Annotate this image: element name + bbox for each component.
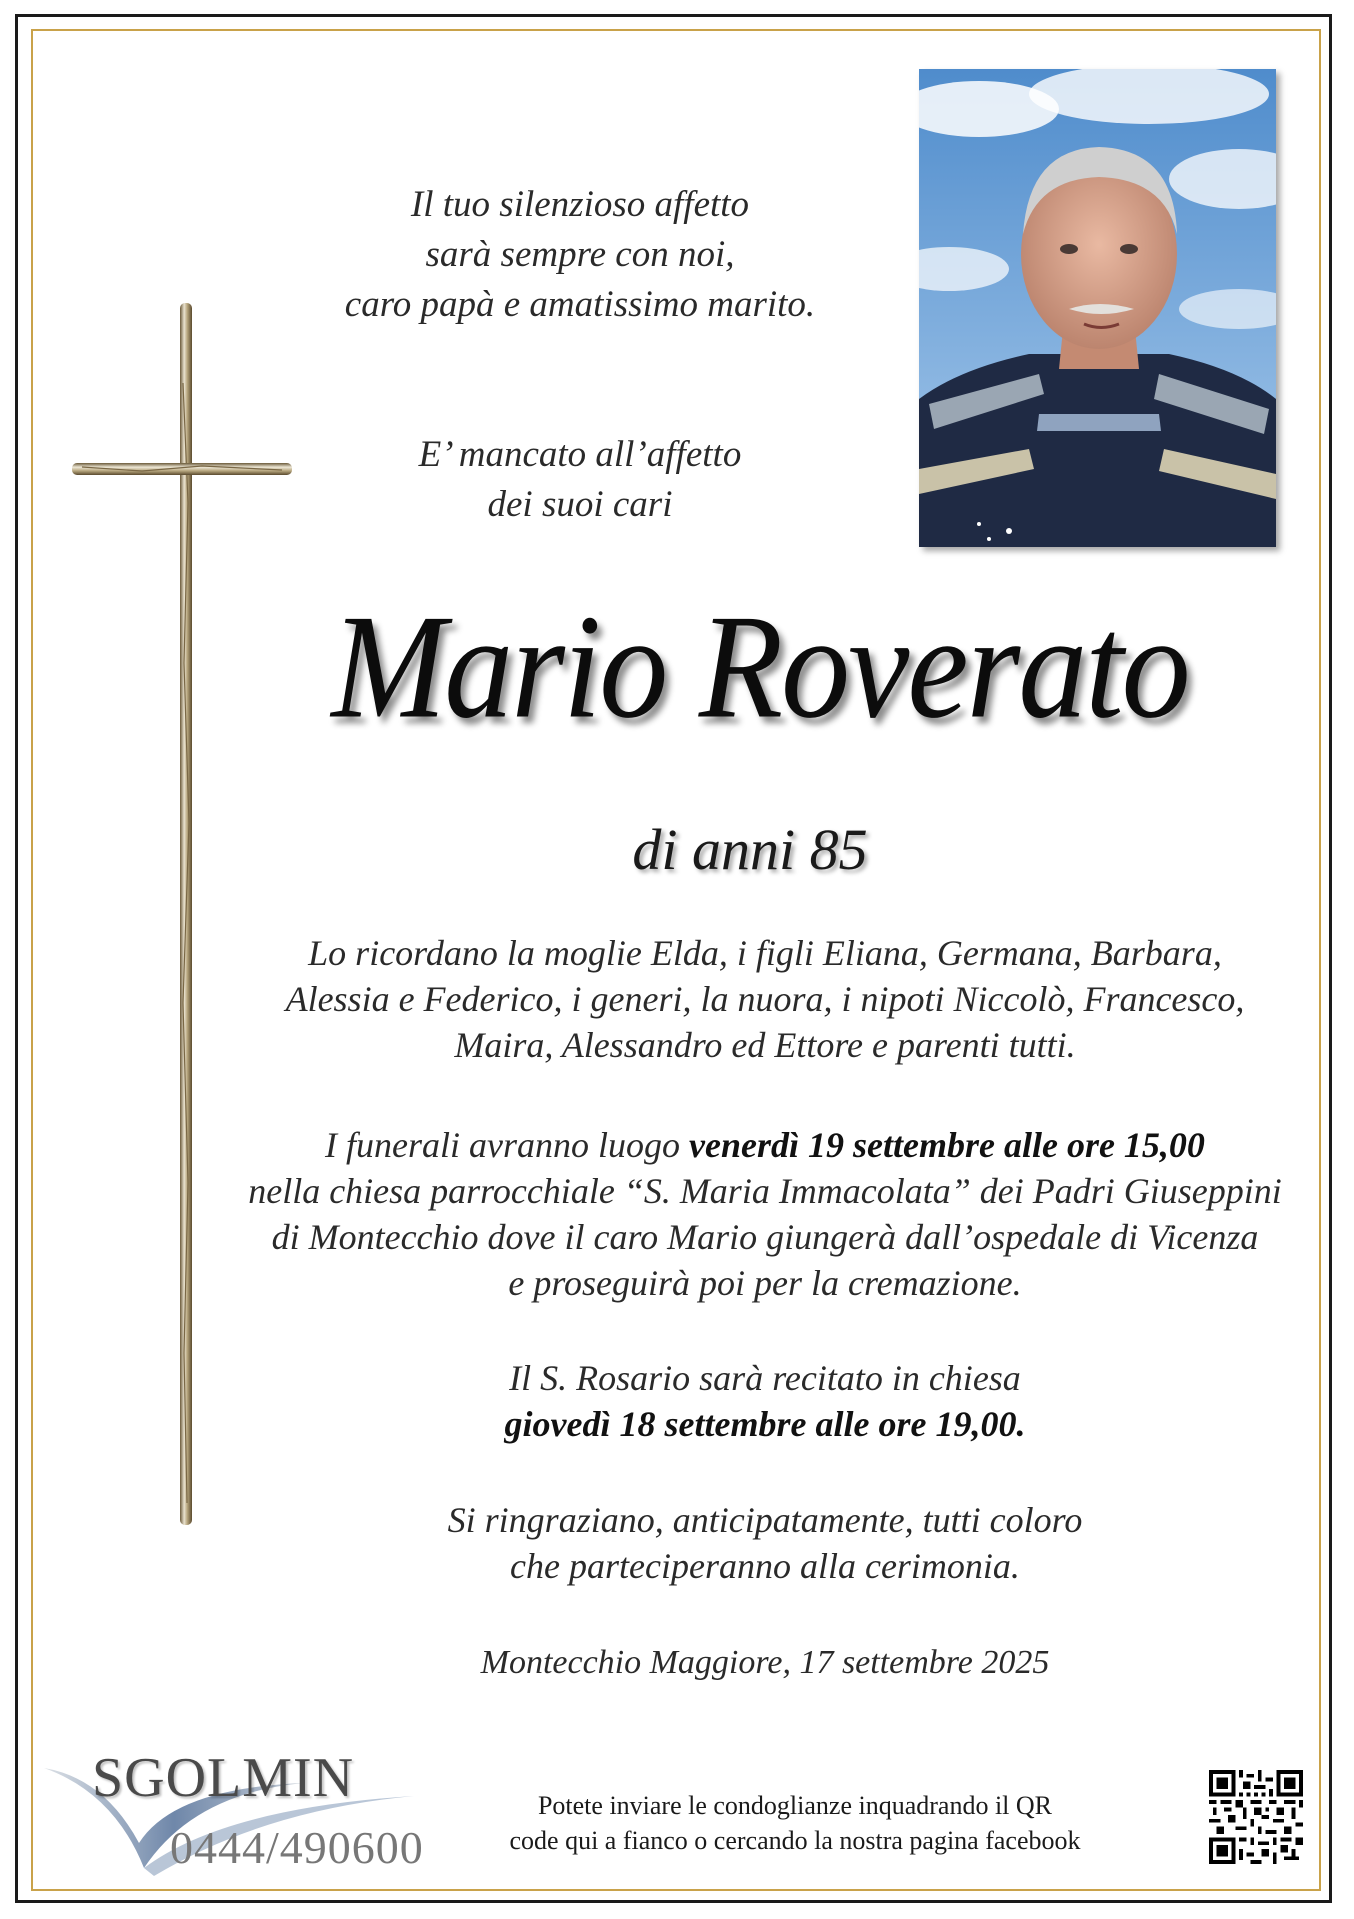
rosary-date: giovedì 18 settembre alle ore 19,00.	[504, 1404, 1026, 1444]
opening-line: caro papà e amatissimo marito.	[344, 284, 816, 325]
condolences-line: Potete inviare le condoglianze inquadrando il QR	[537, 1791, 1053, 1820]
opening-line: Il tuo silenzioso affetto	[410, 184, 750, 225]
deceased-age: di anni 85	[632, 817, 868, 882]
opening-verse	[250, 180, 910, 330]
funeral-info	[190, 1122, 1340, 1306]
opening-line: sarà sempre con noi,	[425, 234, 735, 275]
condolences-line: code qui a fianco o cercando la nostra pagina facebook	[509, 1826, 1081, 1855]
funeral-prefix: I funerali avranno luogo	[325, 1125, 690, 1165]
passing-line: E’ mancato all’affetto	[418, 434, 742, 475]
thanks-line: Si ringraziano, anticipatamente, tutti coloro	[447, 1500, 1083, 1540]
agency-name: SGOLMIN	[92, 1747, 355, 1809]
funeral-line	[190, 1122, 1340, 1168]
passing-line: dei suoi cari	[487, 484, 673, 525]
dateline: Montecchio Maggiore, 17 settembre 2025	[480, 1644, 1050, 1681]
condolences-note	[455, 1788, 1135, 1858]
funeral-line: e proseguirà poi per la cremazione.	[508, 1263, 1022, 1303]
survivors-text	[190, 930, 1340, 1068]
thanks-text	[190, 1497, 1340, 1589]
qr-code-icon[interactable]	[1209, 1770, 1303, 1864]
funeral-line: nella chiesa parrocchiale “S. Maria Immacolata” dei Padri Giuseppini	[248, 1171, 1282, 1211]
survivors-line: Lo ricordano la moglie Elda, i figli Eliana, Germana, Barbara,	[308, 933, 1222, 973]
survivors-line: Maira, Alessandro ed Ettore e parenti tutti.	[454, 1025, 1076, 1065]
rosary-info	[190, 1355, 1340, 1447]
funeral-line: di Montecchio dove il caro Mario giungerà dall’ospedale di Vicenza	[271, 1217, 1259, 1257]
deceased-name: Mario Roverato	[331, 583, 1189, 749]
portrait-photo	[919, 69, 1276, 547]
agency-phone: 0444/490600	[170, 1822, 424, 1873]
passing-announcement	[280, 430, 880, 530]
survivors-line: Alessia e Federico, i generi, la nuora, i nipoti Niccolò, Francesco,	[285, 979, 1245, 1019]
rosary-line: Il S. Rosario sarà recitato in chiesa	[509, 1358, 1021, 1398]
funeral-date: venerdì 19 settembre alle ore 15,00	[689, 1125, 1205, 1165]
cross-icon	[72, 303, 292, 1525]
thanks-line: che parteciperanno alla cerimonia.	[510, 1546, 1020, 1586]
